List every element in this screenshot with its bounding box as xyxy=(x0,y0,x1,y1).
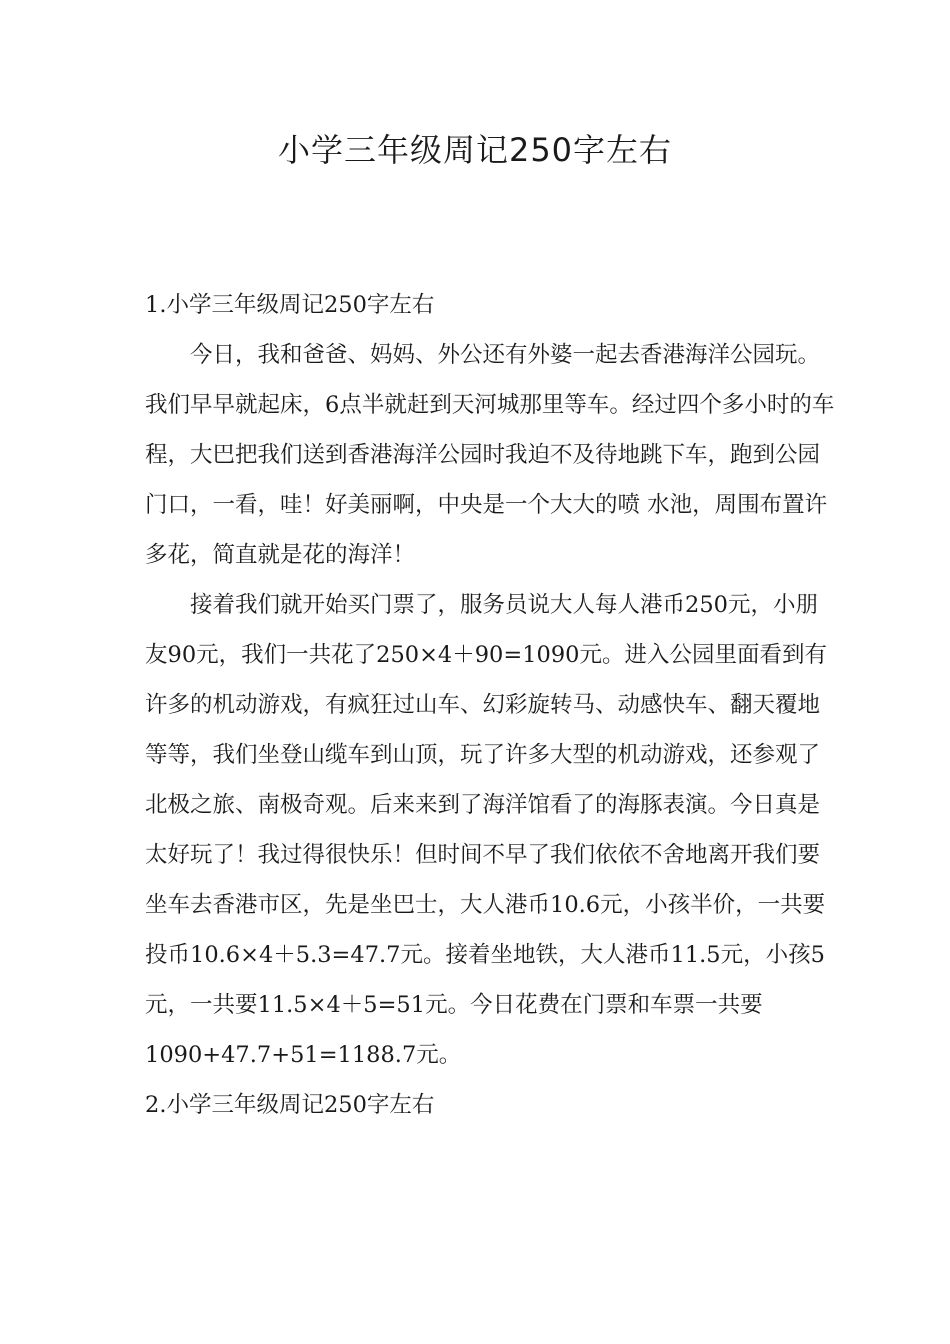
section-heading-2: 2.小学三年级周记250字左右 xyxy=(145,1092,435,1118)
document-title: 小学三年级周记250字左右 xyxy=(277,131,673,169)
section-heading-1: 1.小学三年级周记250字左右 xyxy=(145,292,435,318)
paragraph-2: 接着我们就开始买门票了，服务员说大人每人港币250元，小朋友90元，我们一共花了250×4＋90=1090元。进入公园里面看到有许多的机动游戏，有疯狂过山车、幻彩旋转马、动感快车、翻天覆地等等，我们坐登山缆车到山顶，玩了许多大型的机动游戏，还参观了北极之旅、南极奇观。后来来到了海洋馆看了的海豚表演。今日真是太好玩了！我过得很快乐！但时间不早了我们依依不舍地离开我们要坐车去香港市区，先是坐巴士，大人港币10.6元，小孩半价，一共要投币10.6×4＋5.3=47.7元。接着坐地铁，大人港币11.5元，小孩5元，一共要11.5×4＋5=51元。今日花费在门票和车票一共要1090+47.7+51=1188.7元。 xyxy=(145,592,827,1068)
document-body xyxy=(145,280,835,1130)
paragraph-1: 今日，我和爸爸、妈妈、外公还有外婆一起去香港海洋公园玩。我们早早就起床，6点半就赶到天河城那里等车。经过四个多小时的车程，大巴把我们送到香港海洋公园时我迫不及待地跳下车，跑到公园门口，一看，哇！好美丽啊，中央是一个大大的喷 水池，周围布置许多花，简直就是花的海洋！ xyxy=(145,342,835,568)
